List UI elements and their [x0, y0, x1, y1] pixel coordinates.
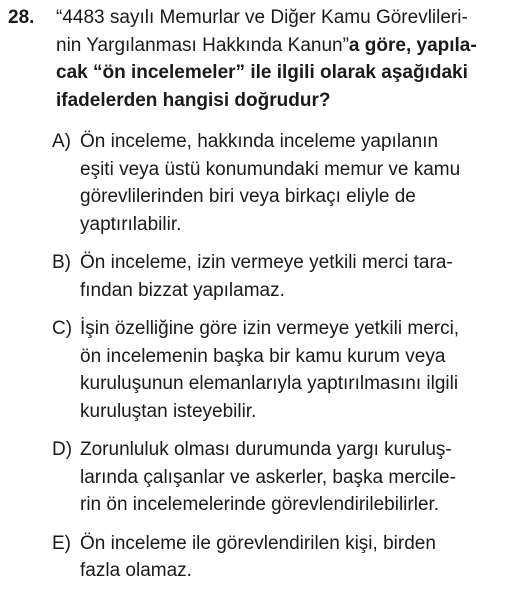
- option-letter: C): [52, 318, 73, 339]
- option-letter: A): [52, 131, 71, 152]
- option-line: larında çalışanlar ve askerler, başka mercile-: [80, 466, 456, 488]
- option-text: [80, 436, 513, 519]
- stem-line-bold: cak “ön incelemeler” ile ilgili olarak aşağıdaki: [56, 62, 468, 83]
- option-text: [80, 128, 513, 238]
- question-header: [8, 4, 513, 114]
- option-d[interactable]: [8, 436, 513, 519]
- option-line: kuruluşunun elemanlarıyla yaptırılmasını ilgili: [80, 373, 459, 394]
- option-letter: E): [52, 532, 71, 554]
- question-stem: [56, 4, 513, 114]
- question-block: [8, 4, 513, 596]
- stem-line: [56, 59, 513, 87]
- stem-line: [56, 4, 513, 32]
- stem-line-bold: a göre, yapıla-: [348, 34, 477, 56]
- answer-options: [8, 128, 513, 585]
- stem-line-bold: ifadelerden hangisi doğrudur?: [56, 89, 331, 111]
- option-line: Ön inceleme, hakkında inceleme yapılanın: [80, 131, 439, 152]
- option-line: fazla olamaz.: [80, 560, 192, 581]
- option-line: yaptırılabilir.: [80, 213, 182, 235]
- stem-line: [56, 87, 513, 115]
- option-line: Ön inceleme, izin vermeye yetkili merci tara-: [80, 252, 453, 273]
- option-line: Ön inceleme ile görevlendirilen kişi, birden: [80, 532, 436, 554]
- option-text: [80, 249, 513, 304]
- option-c[interactable]: [8, 315, 513, 425]
- option-line: fından bizzat yapılamaz.: [80, 279, 285, 301]
- option-letter: B): [52, 252, 71, 273]
- option-b[interactable]: [8, 249, 513, 304]
- option-text: [80, 315, 513, 425]
- option-a[interactable]: [8, 128, 513, 238]
- option-line: ön incelemenin başka bir kamu kurum veya: [80, 345, 446, 367]
- option-line: kuruluştan isteyebilir.: [80, 400, 257, 422]
- stem-line-plain: nin Yargılanması Hakkında Kanun”: [56, 34, 349, 56]
- option-letter: D): [52, 439, 73, 460]
- option-line: rin ön incelemelerinde görevlendirilebilirler.: [80, 494, 440, 515]
- stem-line-plain: “4483 sayılı Memurlar ve Diğer Kamu Görevlileri-: [56, 7, 468, 28]
- option-line: eşiti veya üstü konumundaki memur ve kamu: [80, 158, 461, 180]
- option-line: İşin özelliğine göre izin vermeye yetkili merci,: [80, 318, 460, 339]
- option-text: [80, 530, 513, 585]
- option-line: görevlilerinden biri veya birkaçı eliyle de: [80, 186, 416, 207]
- question-number: 28.: [8, 7, 35, 28]
- stem-line: [56, 32, 513, 60]
- option-e[interactable]: [8, 530, 513, 585]
- option-line: Zorunluluk olması durumunda yargı kuruluş-: [80, 439, 452, 460]
